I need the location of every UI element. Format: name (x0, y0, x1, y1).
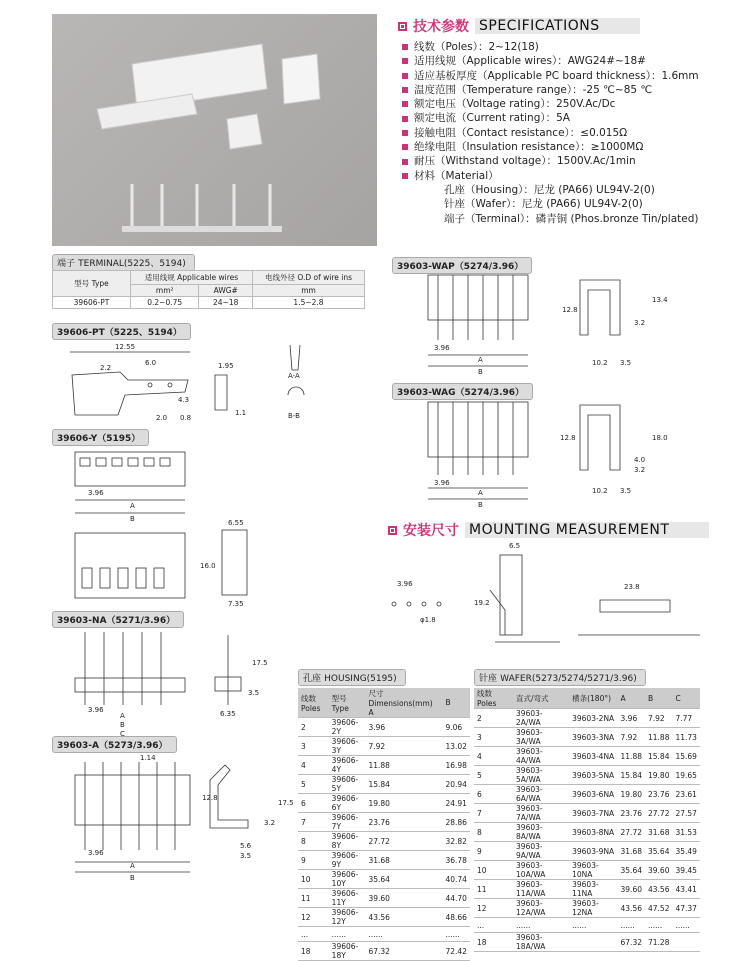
table-cell: 19.80 (365, 794, 442, 813)
table-row (298, 794, 470, 813)
table-cell: 8 (474, 823, 513, 842)
table-cell: 39603-12A/WA (513, 899, 569, 918)
table-cell: 12 (298, 908, 329, 927)
dim-text: 3.2 (634, 466, 646, 474)
table-cell: 39603-6A/WA (513, 785, 569, 804)
table-cell: 32.82 (442, 832, 470, 851)
table-cell: 35.49 (672, 842, 700, 861)
table-cell: 39603-5A/WA (513, 766, 569, 785)
table-cell: 15.84 (618, 766, 645, 785)
table-cell: ...... (672, 918, 700, 933)
table-cell: 9 (474, 842, 513, 861)
table-cell: 71.28 (645, 933, 672, 952)
dim-text: 17.5 (252, 659, 268, 667)
table-cell: 39603-3A/WA (513, 728, 569, 747)
table-cell: 39.60 (365, 889, 442, 908)
table-cell: 27.72 (365, 832, 442, 851)
table-cell: 6 (474, 785, 513, 804)
wafer-label: 针座 WAFER(5273/5274/5271/3.96) (474, 669, 646, 686)
table-cell: 39603-11NA (569, 880, 617, 899)
pt-label: 39606-PT（5225、5194） (52, 323, 191, 340)
dim-text: A (120, 712, 125, 720)
table-row (298, 756, 470, 775)
table-cell: 39606-11Y (329, 889, 366, 908)
table-cell: 2 (298, 718, 329, 737)
dim-text: 4.0 (634, 456, 646, 464)
table-cell: ...... (569, 918, 617, 933)
table-cell: 39606-12Y (329, 908, 366, 927)
table-cell: 39603-8NA (569, 823, 617, 842)
table-cell: 39603-7A/WA (513, 804, 569, 823)
dim-text: B (130, 515, 135, 523)
table-cell: 39603-9NA (569, 842, 617, 861)
table-cell: 39606-4Y (329, 756, 366, 775)
dim-text: 3.2 (264, 819, 276, 827)
table-cell: 48.66 (442, 908, 470, 927)
table-cell: 10 (298, 870, 329, 889)
table-cell: 36.78 (442, 851, 470, 870)
dim-text: 18.0 (652, 434, 668, 442)
dim-text: 12.55 (115, 343, 136, 351)
table-row (474, 709, 700, 728)
table-cell: 4 (298, 756, 329, 775)
table-row (474, 804, 700, 823)
table-cell: 39603-11A/WA (513, 880, 569, 899)
dim-text: 1.14 (140, 754, 156, 762)
bullet-icon (388, 526, 397, 535)
dim-text: A (130, 502, 135, 510)
table-cell: 39606-6Y (329, 794, 366, 813)
na-label: 39603-NA（5271/3.96） (52, 611, 184, 628)
table-cell: 31.68 (618, 842, 645, 861)
table-cell: 67.32 (365, 942, 442, 961)
table-cell: 39606-2Y (329, 718, 366, 737)
terminal-label: 端子 TERMINAL(5225、5194) (52, 254, 195, 271)
table-cell: 11.88 (618, 747, 645, 766)
dim-text: 16.0 (200, 562, 216, 570)
table-row (298, 942, 470, 961)
dim-text: B-B (288, 412, 300, 420)
table-cell: 39603-3NA (569, 728, 617, 747)
table-cell: 23.76 (365, 813, 442, 832)
table-cell: 39603-8A/WA (513, 823, 569, 842)
table-cell: 3.96 (618, 709, 645, 728)
table-row (298, 927, 470, 942)
table-row (474, 785, 700, 804)
dim-text: 3.96 (397, 580, 413, 588)
table-cell: 43.56 (645, 880, 672, 899)
mount-drawing (392, 555, 700, 642)
table-row: 39606-PT 0.2~0.75 24~18 1.5~2.8 (53, 297, 365, 309)
dim-text: 12.8 (202, 794, 218, 802)
table-cell: 28.86 (442, 813, 470, 832)
table-cell: 19.80 (645, 766, 672, 785)
dim-text: C (120, 730, 125, 738)
table-row (298, 870, 470, 889)
table-cell: 12 (474, 899, 513, 918)
dim-text: A (478, 489, 483, 497)
table-cell: 7.92 (618, 728, 645, 747)
table-cell: 19.65 (672, 766, 700, 785)
dim-text: 23.8 (624, 583, 640, 591)
table-cell: 11.73 (672, 728, 700, 747)
table-cell: 39.60 (618, 880, 645, 899)
table-cell: 7.77 (672, 709, 700, 728)
specifications-title-cn: 技术参数 (413, 19, 469, 35)
dim-text: B (120, 721, 125, 729)
spec-row: 温度范围（Temperature range）：-25 ℃~85 ℃ (402, 83, 699, 97)
table-row (474, 899, 700, 918)
mounting-title-en: MOUNTING MEASUREMENT (465, 522, 709, 538)
spec-row: 额定电流（Current rating）：5A (402, 111, 699, 125)
dim-text: 3.96 (88, 489, 104, 497)
table-cell: 19.80 (618, 785, 645, 804)
wap-label: 39603-WAP（5274/3.96） (392, 257, 532, 274)
table-cell: 5 (474, 766, 513, 785)
dim-text: 2.2 (100, 364, 112, 372)
table-cell: 39606-8Y (329, 832, 366, 851)
table-cell: 39603-6NA (569, 785, 617, 804)
table-cell: 39603-12NA (569, 899, 617, 918)
table-cell: 15.84 (365, 775, 442, 794)
table-cell: 16.98 (442, 756, 470, 775)
table-row (298, 908, 470, 927)
table-cell: 39603-2A/WA (513, 709, 569, 728)
table-cell: 11.88 (645, 728, 672, 747)
table-cell: 39603-10A/WA (513, 861, 569, 880)
dim-text: 13.4 (652, 296, 668, 304)
na-drawing (75, 632, 241, 705)
dim-text: 10.2 (592, 359, 608, 367)
table-row (474, 766, 700, 785)
table-cell: 43.56 (365, 908, 442, 927)
housing-label: 孔座 HOUSING(5195) (298, 669, 406, 686)
mounting-header (388, 520, 709, 540)
table-cell: 39603-4NA (569, 747, 617, 766)
table-cell: 10 (474, 861, 513, 880)
table-cell: 7 (474, 804, 513, 823)
table-cell: ...... (442, 927, 470, 942)
table-row (474, 933, 700, 952)
table-cell: 31.68 (645, 823, 672, 842)
table-cell: 11 (298, 889, 329, 908)
table-cell: 27.72 (645, 804, 672, 823)
table-cell: ...... (645, 918, 672, 933)
table-cell: ...... (513, 918, 569, 933)
table-cell: 9 (298, 851, 329, 870)
table-cell: ... (474, 918, 513, 933)
table-cell: 23.76 (618, 804, 645, 823)
wap-drawing (428, 275, 620, 366)
table-cell: 11 (474, 880, 513, 899)
table-cell: 15.84 (645, 747, 672, 766)
wag-drawing (428, 402, 620, 499)
table-cell: 24.91 (442, 794, 470, 813)
table-cell: 23.76 (645, 785, 672, 804)
dim-text: 5.6 (240, 842, 252, 850)
dim-text: A (478, 356, 483, 364)
terminal-table: 型号 Type 适用线规 Applicable wires 电线外径 O.D of wire ins mm² AWG# mm 39606-PT 0.2~0.75 24~18 1.5~2.8 (52, 270, 365, 309)
y-label: 39606-Y（5195） (52, 429, 149, 446)
table-cell: 23.61 (672, 785, 700, 804)
dim-text: φ1.8 (420, 616, 436, 624)
table-cell: 3 (298, 737, 329, 756)
dim-text: 4.3 (178, 396, 190, 404)
dim-text: 6.0 (145, 359, 157, 367)
material-row: 针座（Wafer）：尼龙 (PA66) UL94V-2(0) (444, 198, 643, 211)
table-cell: 39603-9A/WA (513, 842, 569, 861)
dim-text: 3.5 (240, 852, 252, 860)
table-cell: 2 (474, 709, 513, 728)
table-cell: 4 (474, 747, 513, 766)
dim-text: 7.35 (228, 600, 244, 608)
wag-label: 39603-WAG（5274/3.96） (392, 383, 533, 400)
table-cell: 47.52 (645, 899, 672, 918)
table-cell: 35.64 (618, 861, 645, 880)
table-row (474, 918, 700, 933)
spec-row: 耐压（Withstand voltage）：1500V.Ac/1min (402, 154, 699, 168)
table-cell: 3 (474, 728, 513, 747)
table-cell: 7 (298, 813, 329, 832)
table-cell: 39603-2NA (569, 709, 617, 728)
spec-row: 绝缘电阻（Insulation resistance）：≥1000MΩ (402, 140, 699, 154)
table-cell: 39603-18A/WA (513, 933, 569, 952)
spec-row: 额定电压（Voltage rating）：250V.Ac/Dc (402, 97, 699, 111)
dim-text: 19.2 (474, 599, 490, 607)
table-cell: 15.69 (672, 747, 700, 766)
y-drawing (75, 452, 247, 598)
dim-text: 10.2 (592, 487, 608, 495)
dim-text: 12.8 (562, 306, 578, 314)
table-row (474, 842, 700, 861)
table-cell: 47.37 (672, 899, 700, 918)
table-row (298, 718, 470, 737)
table-cell: 7.92 (645, 709, 672, 728)
material-row: 孔座（Housing）：尼龙 (PA66) UL94V-2(0) (444, 183, 655, 196)
dim-text: 6.55 (228, 519, 244, 527)
table-cell: 9.06 (442, 718, 470, 737)
table-cell: 72.42 (442, 942, 470, 961)
dim-text: B (478, 368, 483, 376)
table-cell: 39606-9Y (329, 851, 366, 870)
table-cell: 39606-5Y (329, 775, 366, 794)
table-cell: 39603-10NA (569, 861, 617, 880)
table-cell: 5 (298, 775, 329, 794)
table-cell: 3.96 (365, 718, 442, 737)
table-cell: 11.88 (365, 756, 442, 775)
table-cell: 20.94 (442, 775, 470, 794)
table-cell: 27.72 (618, 823, 645, 842)
dim-text: 3.5 (248, 689, 260, 697)
dim-text: 3.2 (634, 319, 646, 327)
table-cell: 67.32 (618, 933, 645, 952)
table-cell: 39603-5NA (569, 766, 617, 785)
table-row (298, 775, 470, 794)
table-cell (672, 933, 700, 952)
table-cell: 39603-4A/WA (513, 747, 569, 766)
table-cell: ... (298, 927, 329, 942)
wafer-table: 线数 Poles 直式/弯式 横条(180°) A B C 2 39603-2A/WA 39603-2NA 3.96 7.92 7.77 3 39603-3A/WA 39603-3NA 7.92 11.88 11.73 4 39603-4A/WA 39603-4NA 11.88 15.84 15.69 5 39603-5A/WA 39603-5NA 15.84 19.80 19.65 6 39603-6A/WA 39603-6NA 19.80 23.76 23.61 7 39603-7A/WA 39603-7NA 23.76 27.72 27.57 8 39603-8A/WA 39603-8NA 27.72 31.68 31.53 9 39603-9A/WA 39603-9NA 31.68 35.64 35.49 10 39603-10A/WA 39603-10NA 35.64 39.60 39.45 11 39603-11A/WA 39603-11NA 39.60 43.56 43.41 12 39603-12A/WA 39603-12NA 43.56 47.52 47.37 ... ...... ...... ...... ...... ...... 18 39603-18A/WA 67.32 71.28 (474, 688, 700, 952)
housing-table: 线数 Poles 型号 Type 尺寸Dimensions(mm) A B 2 39606-2Y 3.96 9.06 3 39606-3Y 7.92 13.02 4 39606-4Y 11.88 16.98 5 39606-5Y 15.84 20.94 6 39606-6Y 19.80 24.91 7 39606-7Y 23.76 28.86 8 39606-8Y 27.72 32.82 9 39606-9Y 31.68 36.78 10 39606-10Y 35.64 40.74 11 39606-11Y 39.60 44.70 12 39606-12Y 43.56 48.66 ... ...... ...... ...... 18 39606-18Y 67.32 72.42 (298, 688, 470, 961)
table-cell: 44.70 (442, 889, 470, 908)
dim-text: 2.0 (156, 414, 168, 422)
dim-text: 12.8 (560, 434, 576, 442)
table-cell: 18 (474, 933, 513, 952)
table-cell: ...... (365, 927, 442, 942)
dim-text: 1.1 (235, 409, 247, 417)
dim-text: 6.35 (220, 710, 236, 718)
table-cell: 39603-7NA (569, 804, 617, 823)
spec-row: 适应基板厚度（Applicable PC board thickness）：1.6mm (402, 69, 699, 83)
table-cell: 43.41 (672, 880, 700, 899)
table-cell: 18 (298, 942, 329, 961)
table-cell: ...... (329, 927, 366, 942)
table-cell: 13.02 (442, 737, 470, 756)
mounting-title-cn: 安装尺寸 (403, 523, 459, 539)
dim-text: 17.5 (278, 799, 294, 807)
table-cell: 35.64 (365, 870, 442, 889)
spec-row: 适用线规（Applicable wires）：AWG24#~18# (402, 54, 699, 68)
table-row (474, 728, 700, 747)
spec-row: 材料（Material） (402, 169, 699, 183)
material-row: 端子（Terminal）：磷青铜 (Phos.bronze Tin/plated) (444, 212, 699, 225)
table-cell: 39606-10Y (329, 870, 366, 889)
table-cell: 39.60 (645, 861, 672, 880)
table-row (298, 737, 470, 756)
dim-text: 3.96 (88, 706, 104, 714)
table-cell: 39606-3Y (329, 737, 366, 756)
table-cell: 40.74 (442, 870, 470, 889)
table-cell: ...... (618, 918, 645, 933)
dim-text: B (478, 501, 483, 509)
dim-text: 3.5 (620, 359, 632, 367)
dim-text: A (130, 862, 135, 870)
table-cell: 31.68 (365, 851, 442, 870)
spec-row: 接触电阻（Contact resistance）：≤0.015Ω (402, 126, 699, 140)
table-cell: 31.53 (672, 823, 700, 842)
dim-text: 3.96 (434, 344, 450, 352)
table-cell: 7.92 (365, 737, 442, 756)
dim-text: B (130, 874, 135, 882)
table-cell: 6 (298, 794, 329, 813)
table-cell: 35.64 (645, 842, 672, 861)
dim-text: 1.95 (218, 362, 234, 370)
dim-text: 6.5 (509, 542, 521, 550)
table-cell: 39606-18Y (329, 942, 366, 961)
table-cell: 27.57 (672, 804, 700, 823)
table-row (298, 832, 470, 851)
table-row (474, 861, 700, 880)
pt-drawing (70, 345, 304, 415)
dim-text: 3.96 (434, 479, 450, 487)
table-row (298, 813, 470, 832)
table-cell: 39.45 (672, 861, 700, 880)
table-cell: 8 (298, 832, 329, 851)
dim-text: 0.8 (180, 414, 192, 422)
dim-text: A-A (288, 372, 300, 380)
table-cell: 43.56 (618, 899, 645, 918)
table-row (474, 747, 700, 766)
table-row (474, 880, 700, 899)
dim-text: 3.5 (620, 487, 632, 495)
spec-row: 线数（Poles）：2~12(18) (402, 40, 699, 54)
table-row (298, 889, 470, 908)
table-row (474, 823, 700, 842)
table-cell: 39606-7Y (329, 813, 366, 832)
dim-text: 3.96 (88, 849, 104, 857)
specifications-title-en: SPECIFICATIONS (475, 18, 640, 34)
a-label: 39603-A（5273/3.96） (52, 736, 177, 753)
table-cell (569, 933, 617, 952)
table-row (298, 851, 470, 870)
